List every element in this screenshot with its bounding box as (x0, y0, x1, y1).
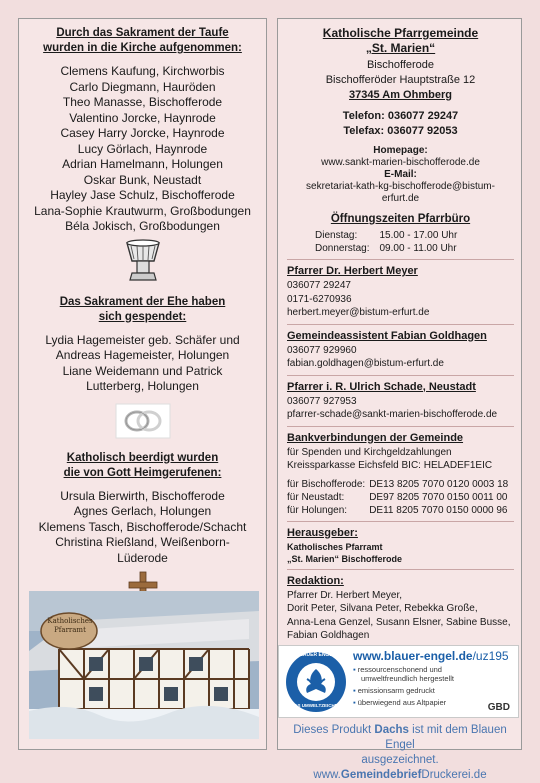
photo-sign-line1: Katholisches (47, 617, 93, 625)
office-hours-table (315, 229, 461, 255)
marriage-list (19, 333, 266, 395)
email-label: E-Mail: (384, 169, 417, 180)
footer-text: ist mit dem Blauen Engel (385, 724, 507, 751)
funeral-heading-line2: die von Gott Heimgerufenen: (63, 466, 222, 479)
parish-house-photo (29, 591, 259, 739)
contact-email[interactable]: pfarrer-schade@sankt-marien-bischofferode.de (287, 409, 498, 420)
baptism-heading-line2: wurden in die Kirche aufgenommen: (43, 42, 242, 54)
url-code: /uz195 (472, 649, 509, 663)
footer-line2[interactable] (278, 753, 522, 783)
list-item: Oskar Bunk, Neustadt (83, 172, 202, 187)
footer-note (278, 723, 522, 783)
contact-title: Gemeindeassistent Fabian Goldhagen (287, 329, 487, 342)
list-item: Andreas Hagemeister, Holungen (55, 348, 230, 362)
contact-phone: 036077 29247 (287, 280, 351, 291)
list-item: Lydia Hagemeister geb. Schäfer und (45, 332, 240, 347)
hours-day: Donnerstag: (315, 243, 370, 254)
table-row (287, 478, 512, 491)
bullet-text: überwiegend aus Altpapier (357, 698, 447, 707)
seal-bottom-text: DAS UMWELTZEICHEN (291, 703, 341, 708)
fax-value: 036077 92053 (387, 125, 458, 137)
iban-value: DE11 8205 7070 0150 0000 96 (369, 504, 508, 516)
list-item: Lucy Görlach, Haynrode (77, 141, 208, 156)
list-item: Valentino Jorcke, Haynrode (69, 110, 216, 125)
contact-mobile: 0171-6270936 (287, 293, 352, 305)
bank-section (287, 431, 514, 517)
bullet-text: ressourcenschonend und (357, 665, 442, 674)
list-item: Lutterberg, Holungen (86, 379, 199, 393)
funeral-heading (19, 451, 266, 481)
photo-sign-line2: Pfarramt (54, 626, 86, 634)
baptism-list (19, 64, 266, 235)
list-item: Ursula Bierwirth, Bischofferode (60, 488, 225, 503)
iban-label: für Bischofferode: (287, 478, 366, 490)
marriage-heading-line1: Das Sakrament der Ehe haben (59, 295, 226, 308)
right-column (277, 18, 522, 750)
list-item: Carlo Diegmann, Hauröden (69, 79, 216, 94)
iban-label: für Holungen: (287, 504, 348, 516)
bank-institute: Kreissparkasse Eichsfeld BIC: HELADEF1EIC (287, 460, 493, 471)
fax-line (287, 124, 514, 139)
divider (287, 426, 514, 427)
list-item: Hayley Jase Schulz, Bischofferode (50, 188, 235, 202)
iban-table (287, 478, 512, 517)
footer-text: ausgezeichnet. www. (313, 754, 439, 781)
wedding-rings-icon (115, 403, 171, 439)
homepage-link[interactable]: www.sankt-marien-bischofferode.de (321, 157, 480, 168)
list-item: ▪ überwiegend aus Altpapier (353, 698, 447, 707)
office-hours-heading: Öffnungszeiten Pfarrbüro (330, 213, 471, 225)
list-item (353, 674, 454, 683)
list-item: Casey Harry Jorcke, Haynrode (60, 126, 225, 140)
publisher-title: Herausgeber: (287, 526, 358, 539)
list-item: ▪ emissionsarm gedruckt (353, 686, 435, 695)
baptismal-font-icon (123, 239, 163, 283)
contact-title: Pfarrer i. R. Ulrich Schade, Neustadt (287, 380, 476, 393)
hours-day: Dienstag: (315, 230, 358, 241)
divider (287, 259, 514, 260)
homepage-label: Homepage: (373, 145, 428, 156)
photo-sign (45, 617, 95, 635)
bullet-text: emissionsarm gedruckt (357, 686, 435, 695)
divider (287, 375, 514, 376)
seal-top-text: BLAUER ENGEL (296, 652, 336, 658)
funeral-list (19, 489, 266, 567)
bank-purpose: für Spenden und Kirchgeldzahlungen (287, 446, 452, 458)
editorial-line: Pfarrer Dr. Herbert Meyer, (287, 589, 403, 601)
bullet-text: umweltfreundlich hergestellt (361, 674, 454, 683)
list-item: Klemens Tasch, Bischofferode/Schacht (38, 519, 247, 534)
hours-time: 15.00 - 17.00 Uhr (379, 230, 458, 241)
footer-text: Dieses Produkt (293, 724, 375, 736)
baptism-heading-line1: Durch das Sakrament der Taufe (56, 27, 229, 39)
blue-angel-url[interactable] (353, 648, 509, 664)
list-item: ▪ ressourcenschonend und (353, 665, 442, 674)
list-item: Clemens Kaufung, Kirchworbis (60, 64, 225, 78)
fax-label: Telefax: (343, 125, 385, 137)
parish-street: Bischofferöder Hauptstraße 12 (325, 74, 476, 86)
printer-code: GBD (487, 702, 510, 713)
publisher-line: Katholisches Pfarramt (287, 541, 383, 552)
phone-value: 036077 29247 (387, 110, 459, 122)
blue-angel-badge (278, 645, 519, 718)
divider (287, 324, 514, 325)
marriage-heading (19, 295, 266, 325)
baptism-heading (19, 26, 266, 56)
list-item: Christina Rießland, Weißenborn- (55, 535, 230, 549)
list-item: Liane Weidemann und Patrick (62, 363, 223, 378)
contact-phone: 036077 929960 (287, 344, 357, 356)
editorial-line: Anna-Lena Genzel, Susann Elsner, Sabine Busse, (287, 616, 511, 628)
footer-product: Dachs (374, 724, 409, 736)
parish-zip-city: 37345 Am Ohmberg (349, 89, 452, 101)
divider (287, 569, 514, 570)
funeral-heading-line1: Katholisch beerdigt wurden (66, 451, 219, 464)
phone-label: Telefon: (342, 110, 385, 122)
left-column (18, 18, 267, 750)
email-link[interactable]: sekretariat-kath-kg-bischofferode@bistum- (306, 181, 495, 192)
badge-bullets (353, 665, 454, 707)
contact-title: Pfarrer Dr. Herbert Meyer (287, 265, 418, 277)
list-item: Agnes Gerlach, Holungen (73, 504, 212, 518)
contact-pastor (287, 264, 514, 320)
parish-patron: „St. Marien“ (365, 41, 436, 55)
url-domain: www.blauer-engel.de (353, 649, 473, 663)
phone-line (287, 109, 514, 124)
table-row (315, 242, 461, 255)
footer-text: Druckerei.de (421, 769, 487, 781)
divider (287, 521, 514, 522)
editorial-line: Dorit Peter, Silvana Peter, Rebekka Große, (287, 603, 478, 614)
parish-name: Katholische Pfarrgemeinde (322, 26, 479, 40)
table-row (287, 504, 512, 517)
list-item: Adrian Hamelmann, Holungen (62, 157, 223, 171)
table-row (287, 491, 512, 504)
list-item: Béla Jokisch, Großbodungen (65, 219, 220, 233)
publisher-line: „St. Marien“ Bischofferode (287, 553, 403, 564)
contact-assistant (287, 329, 514, 371)
email-link-cont[interactable]: erfurt.de (381, 193, 420, 204)
iban-value: DE13 8205 7070 0120 0003 18 (369, 478, 509, 490)
contact-email[interactable]: fabian.goldhagen@bistum-erfurt.de (287, 358, 444, 369)
contact-phone: 036077 927953 (287, 395, 357, 407)
editorial-title: Redaktion: (287, 574, 344, 587)
publisher-section (287, 526, 514, 565)
contact-retired-pastor (287, 380, 514, 422)
parish-place: Bischofferode (366, 59, 435, 71)
list-item: Lana-Sophie Krautwurm, Großbodungen (34, 203, 251, 218)
contact-email[interactable]: herbert.meyer@bistum-erfurt.de (287, 307, 430, 318)
list-item: Lüderode (117, 550, 168, 565)
editorial-line: Fabian Goldhagen (287, 630, 370, 641)
list-item: Theo Manasse, Bischofferode (62, 95, 223, 109)
iban-value: DE97 8205 7070 0150 0011 00 (369, 491, 508, 503)
iban-label: für Neustadt: (287, 491, 345, 503)
footer-brand: Gemeindebrief (340, 769, 422, 781)
marriage-heading-line2: sich gespendet: (98, 310, 187, 323)
footer-line1 (278, 723, 522, 753)
table-row (315, 229, 461, 242)
editorial-section (287, 574, 514, 643)
hours-time: 09.00 - 11.00 Uhr (379, 243, 457, 254)
bank-title: Bankverbindungen der Gemeinde (287, 431, 464, 444)
